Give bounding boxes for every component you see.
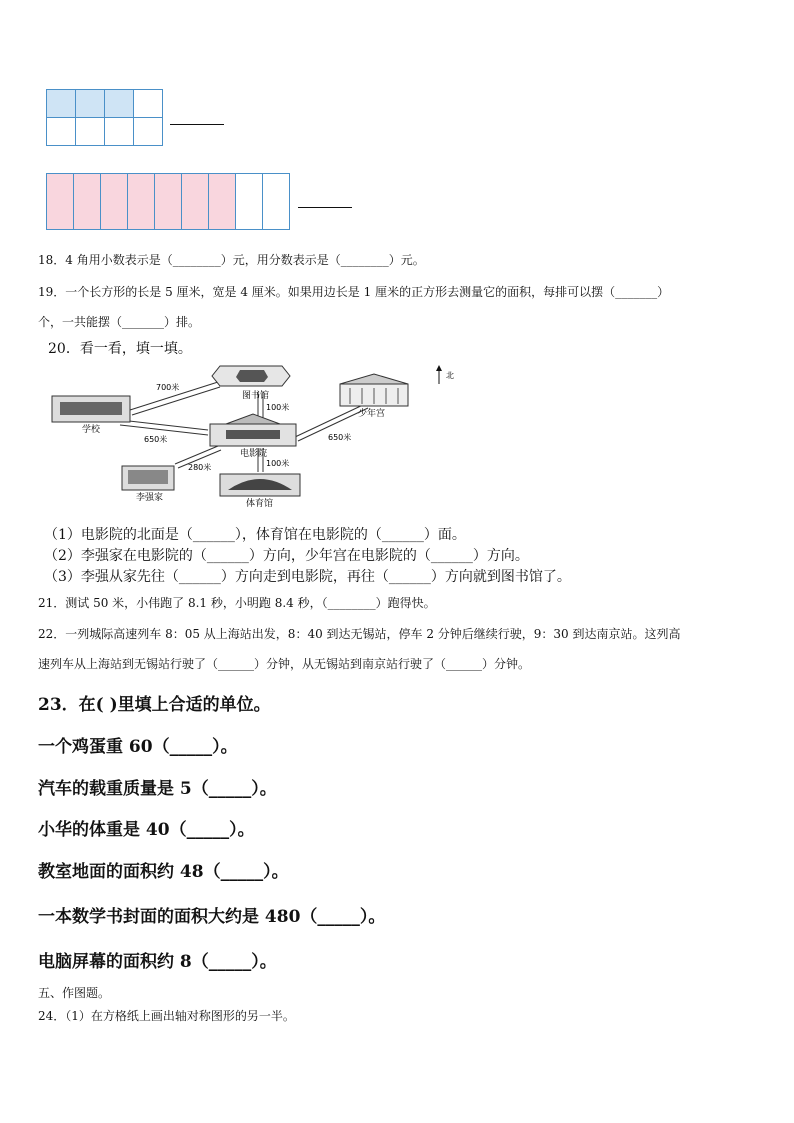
question-19-line2: 个，一共能摆（_______）排。 [38,315,201,329]
grid-cell [155,174,182,230]
grid-cell [105,118,134,146]
liqiang-home-building [122,466,174,490]
question-20-sub2: （2）李强家在电影院的（______）方向，少年宫在电影院的（______）方向。 [44,548,529,564]
grid-cell [182,174,209,230]
answer-line[interactable] [298,207,352,208]
grid-cell [105,90,134,118]
fraction-grid-pink [46,173,290,230]
grid-cell [47,174,74,230]
question-20-title: 20．看一看，填一填。 [48,341,192,357]
north-arrow-icon [436,365,442,384]
grid-cell [134,118,163,146]
grid-cell [47,90,76,118]
grid-cell [47,118,76,146]
grid-cell [128,174,155,230]
grid-cell [263,174,290,230]
question-20-sub3: （3）李强从家先往（______）方向走到电影院，再往（______）方向就到图书馆了。 [44,569,571,585]
grid-cell [74,174,101,230]
section-5-title: 五、作图题。 [38,986,111,1000]
grid-cell [76,118,105,146]
school-building [52,396,130,422]
question-21: 21．测试 50 米，小伟跑了 8.1 秒，小明跑 8.4 秒，（________）跑得快。 [38,596,436,610]
distance-cinema-youth: 650米 [328,433,352,442]
youth-palace-building [340,374,408,406]
question-19-line1: 19．一个长方形的长是 5 厘米，宽是 4 厘米。如果用边长是 1 厘米的正方形去测量它的面积，每排可以摆（_______） [38,285,670,299]
liqiang-home-label: 李强家 [136,493,164,503]
grid-cell [76,90,105,118]
question-24: 24．（1）在方格纸上画出轴对称图形的另一半。 [38,1009,295,1023]
north-label: 北 [446,371,454,380]
question-23-item: 一个鸡蛋重 60（_____）。 [38,737,238,757]
fraction-grid-blue [46,89,163,146]
question-22-line2: 速列车从上海站到无锡站行驶了（______）分钟，从无锡站到南京站行驶了（______）分钟。 [38,657,531,671]
map-diagram [50,362,470,512]
question-20-sub1: （1）电影院的北面是（______），体育馆在电影院的（______）面。 [44,527,466,543]
school-label: 学校 [82,425,101,435]
question-22-line1: 22．一列城际高速列车 8：05 从上海站出发，8：40 到达无锡站，停车 2 分钟后继续行驶，9：30 到达南京站。这列高 [38,627,681,641]
question-23-item: 教室地面的面积约 48（_____）。 [38,862,289,882]
grid-cell [236,174,263,230]
distance-school-cinema: 650米 [144,435,168,444]
question-23-item: 小华的体重是 40（_____）。 [38,820,255,840]
question-23-item: 汽车的载重质量是 5（_____）。 [38,779,277,799]
question-18: 18．4 角用小数表示是（________）元，用分数表示是（________）元。 [38,253,425,267]
question-23-item: 一本数学书封面的面积大约是 480（_____）。 [38,907,386,927]
grid-cell [209,174,236,230]
distance-school-library: 700米 [156,383,180,392]
distance-cinema-gym: 100米 [266,459,290,468]
question-23-title: 23．在( )里填上合适的单位。 [38,695,271,715]
cinema-label: 电影院 [240,449,268,459]
grid-cell [134,90,163,118]
grid-cell [101,174,128,230]
gym-label: 体育馆 [246,499,274,509]
youth-palace-label: 少年宫 [358,409,386,419]
library-label: 图书馆 [242,391,270,401]
library-building [212,366,290,386]
cinema-building [210,414,296,446]
distance-home-cinema: 280米 [188,463,212,472]
answer-line[interactable] [170,124,224,125]
question-23-item: 电脑屏幕的面积约 8（_____）。 [38,952,277,972]
distance-library-cinema: 100米 [266,403,290,412]
gym-building [220,474,300,496]
